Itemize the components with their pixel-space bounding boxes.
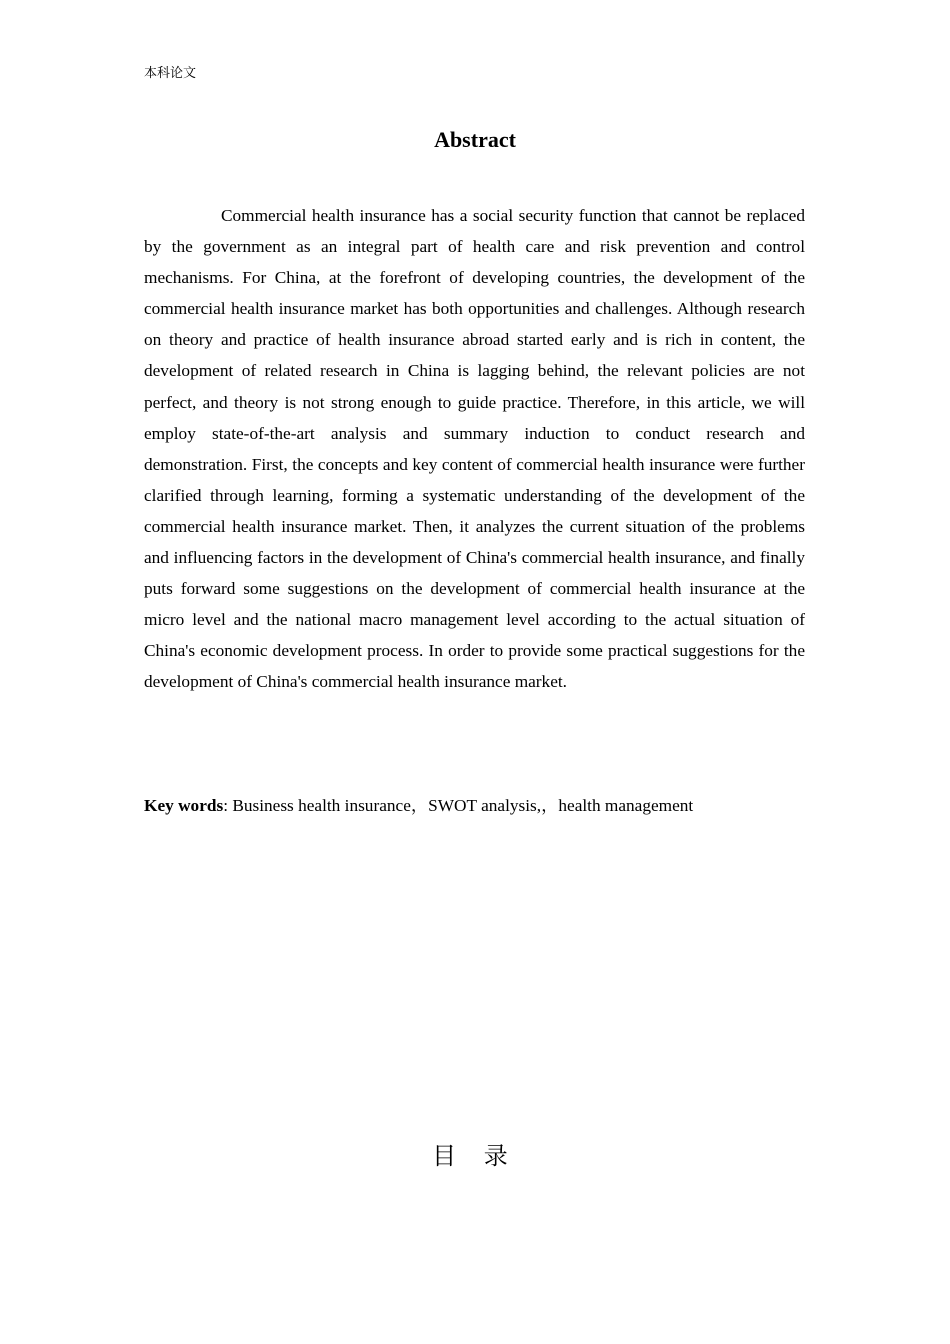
keywords-label: Key words (144, 796, 224, 815)
keywords-line (144, 790, 805, 821)
keywords-text: : Business health insurance，SWOT analysis,，health management (223, 796, 694, 815)
running-header: 本科论文 (144, 66, 197, 81)
toc-title: 目 录 (432, 1142, 518, 1170)
abstract-body: Commercial health insurance has a social security function that cannot be replaced by the government as an integral part of health care and risk prevention and control mechanisms. For China, at the forefront of developing countries, the development of the commercial health insurance market has both opportunities and challenges. Although research on theory and practice of health insurance abroad started early and is rich in content, the development of related research in China is lagging behind, the relevant policies are not perfect, and theory is not strong enough to guide practice. Therefore, in this article, we will employ state-of-the-art analysis and summary induction to conduct research and demonstration. First, the concepts and key content of commercial health insurance were further clarified through learning, forming a systematic understanding of the development of the commercial health insurance market. Then, it analyzes the current situation of the problems and influencing factors in the development of China's commercial health insurance, and finally puts forward some suggestions on the development of commercial health insurance at the micro level and the national macro management level according to the actual situation of China's economic development process. In order to provide some practical suggestions for the development of China's commercial health insurance market. (144, 206, 805, 692)
abstract-title: Abstract (434, 127, 516, 152)
